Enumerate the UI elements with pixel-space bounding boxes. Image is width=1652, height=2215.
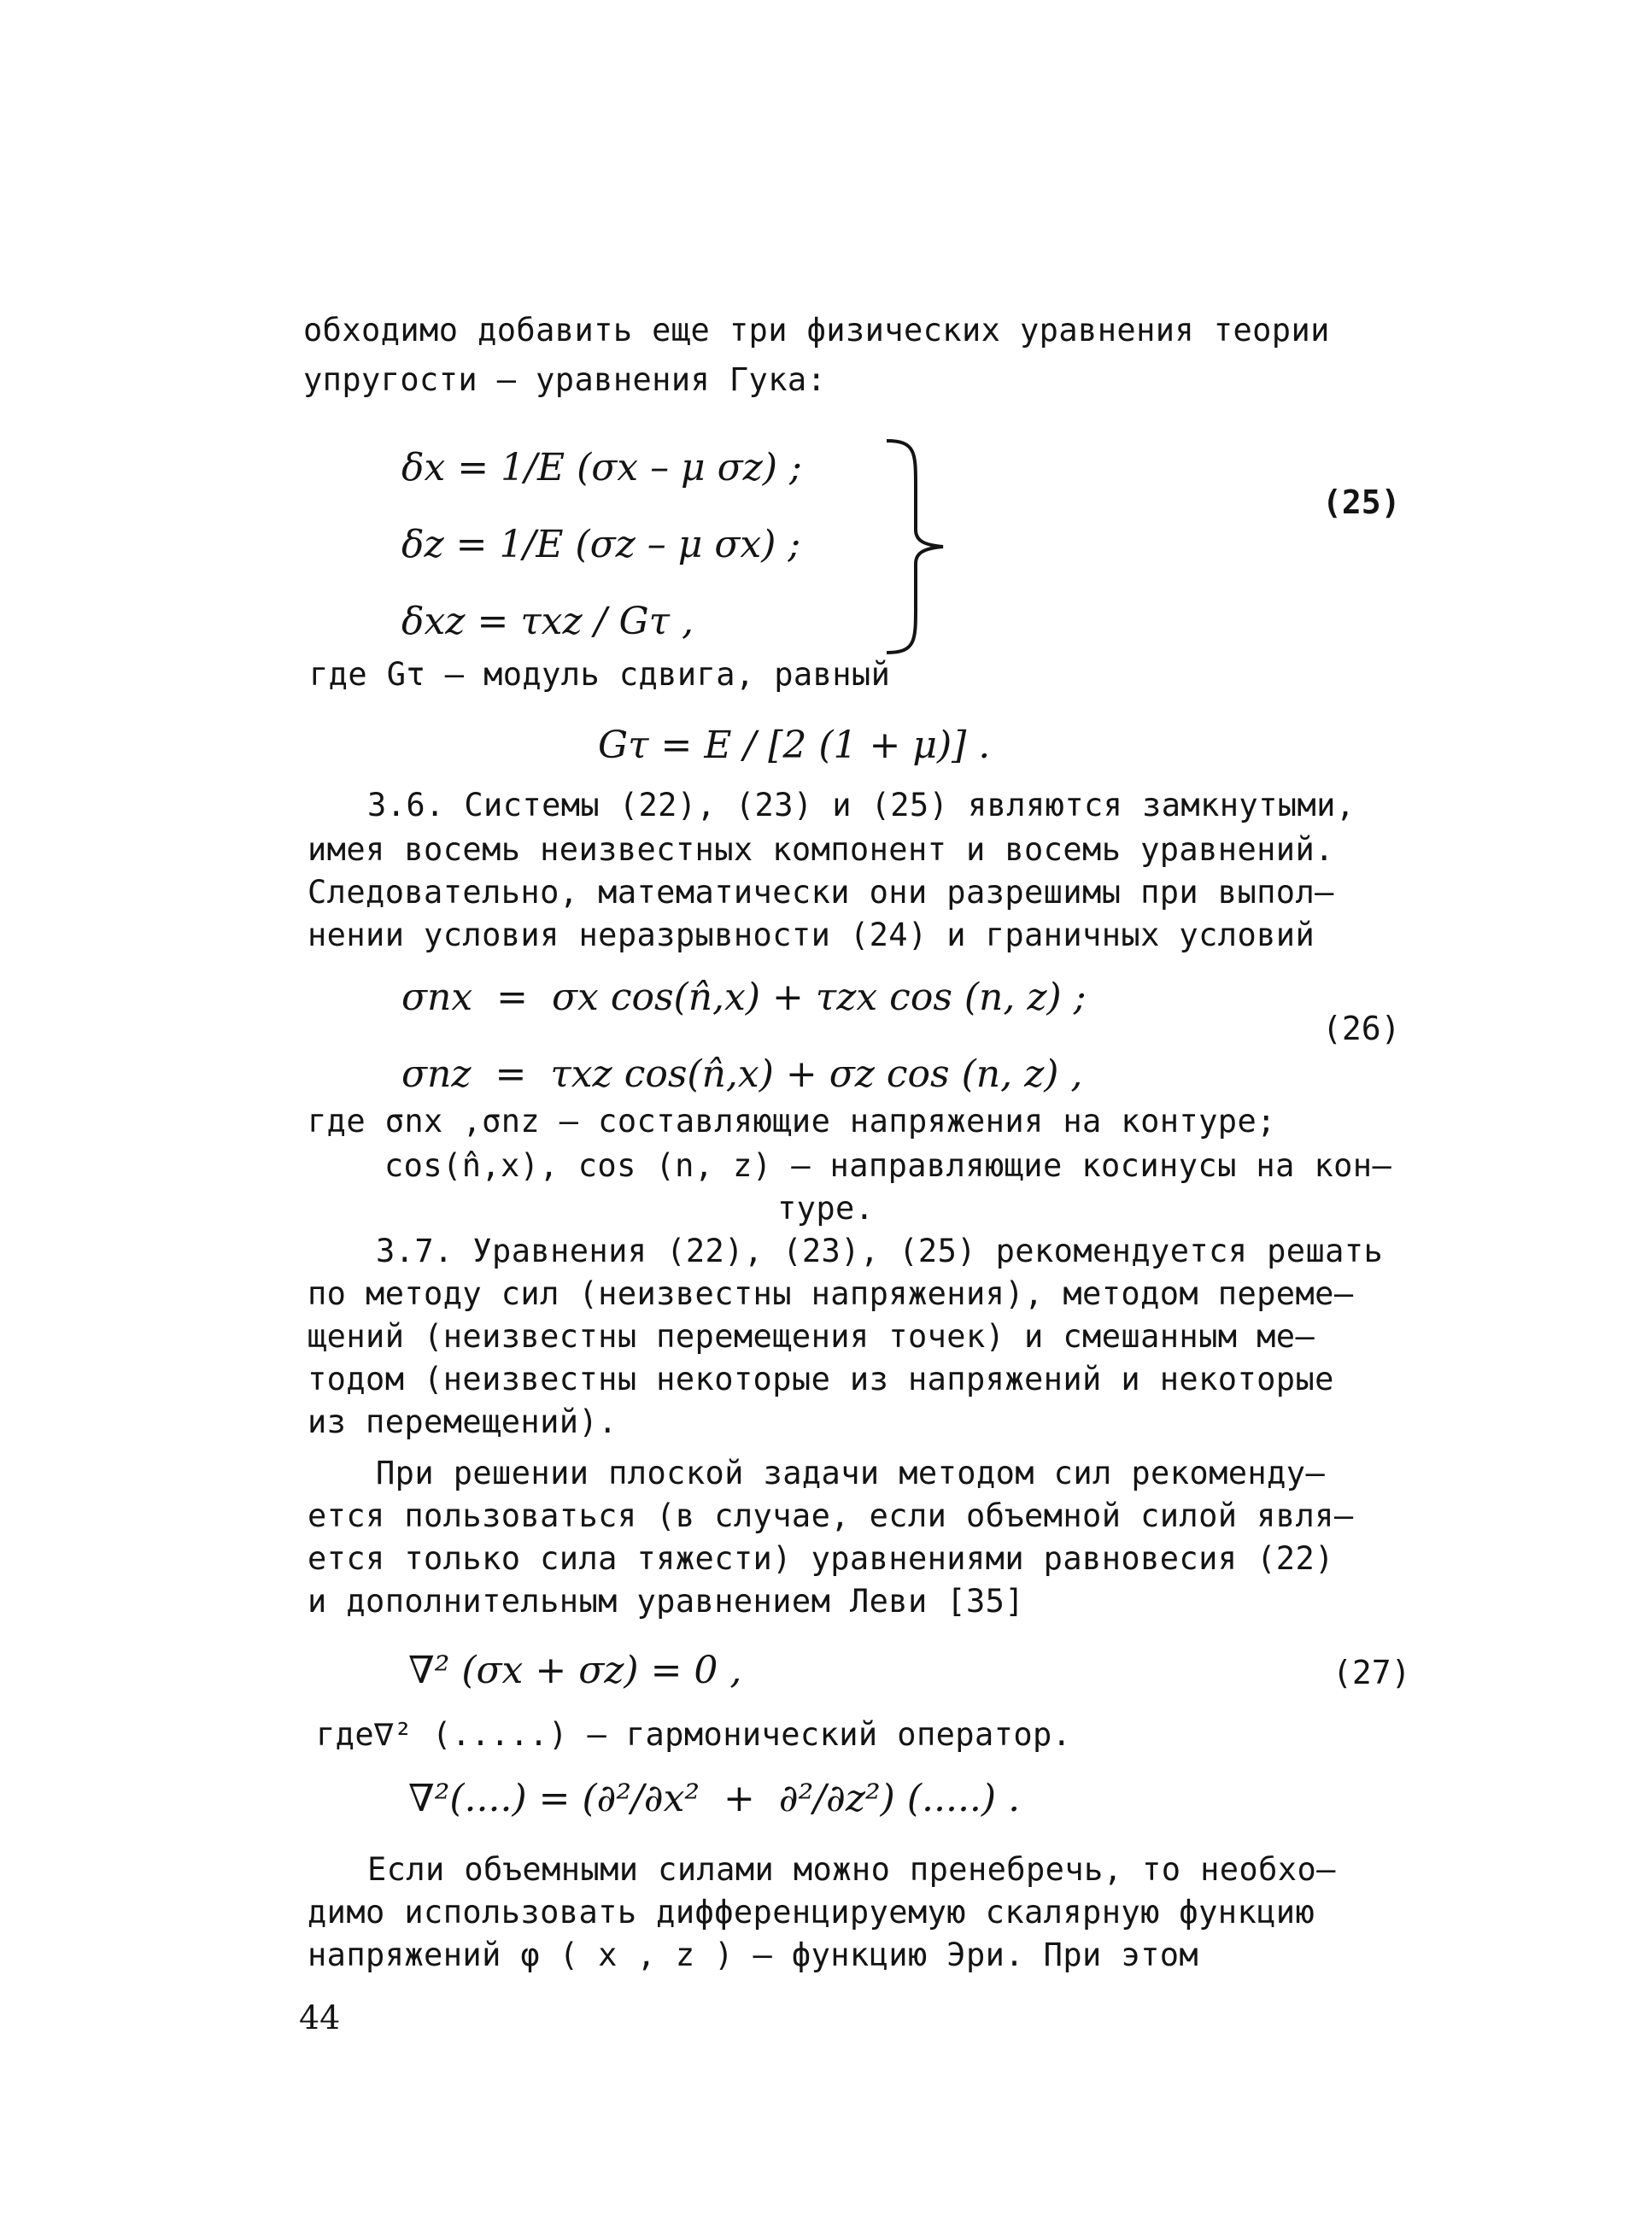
- text-line: из перемещений).: [308, 1403, 618, 1440]
- text-line: 3.6. Системы (22), (23) и (25) являются замкнутыми,: [367, 787, 1356, 823]
- text-line: по методу сил (неизвестны напряжения), методом переме–: [308, 1275, 1354, 1312]
- text-line: где Gτ – модуль сдвига, равный: [309, 656, 891, 693]
- formula-boundary-nx: σnx = σx cos(n̂,x) + τzx cos (n, z) ;: [401, 976, 1087, 1019]
- text-line: туре.: [777, 1190, 875, 1227]
- text-line: нении условия неразрывности (24) и граничных условий: [308, 917, 1315, 953]
- formula-boundary-nz: σnz = τxz cos(n̂,x) + σz cos (n, z) ,: [401, 1052, 1083, 1096]
- formula-hooke-x: δx = 1/E (σx – μ σz) ;: [401, 446, 802, 489]
- right-brace-icon: [871, 436, 948, 658]
- text-line: димо использовать дифференцируемую скалярную функцию: [308, 1894, 1315, 1931]
- text-line: При решении плоской задачи методом сил рекоменду–: [376, 1455, 1326, 1491]
- text-line: cos(n̂,x), cos (n, z) – направляющие косинусы на кон–: [384, 1147, 1392, 1184]
- equation-number-26: (26): [1322, 1010, 1401, 1047]
- formula-hooke-xz: δxz = τxz / Gτ ,: [401, 600, 694, 643]
- text-line: упругости – уравнения Гука:: [303, 361, 827, 398]
- text-line: ется пользоваться (в случае, если объемной силой явля–: [308, 1497, 1354, 1534]
- page-number: 44: [299, 1999, 341, 2036]
- text-line: ется только сила тяжести) уравнениями равновесия (22): [308, 1540, 1334, 1577]
- text-line: тодом (неизвестны некоторые из напряжений и некоторые: [308, 1361, 1334, 1398]
- text-line: Следовательно, математически они разрешимы при выпол–: [308, 874, 1334, 911]
- formula-levy: ∇² (σx + σz) = 0 ,: [408, 1649, 742, 1692]
- text-line: имея восемь неизвестных компонент и восемь уравнений.: [308, 831, 1334, 868]
- text-line: где σnx ,σnz – составляющие напряжения на контуре;: [308, 1103, 1276, 1140]
- text-line: Если объемными силами можно пренебречь, то необхо–: [367, 1851, 1336, 1888]
- formula-laplacian: ∇²(....) = (∂²/∂x² + ∂²/∂z²) (.....) .: [408, 1777, 1021, 1820]
- equation-number-25: (25): [1322, 483, 1401, 521]
- text-line: обходимо добавить еще три физических уравнения теории: [303, 312, 1330, 349]
- text-line: напряжений φ ( x , z ) – функцию Эри. При этом: [308, 1937, 1199, 1973]
- text-line: где∇² (.....) – гармонический оператор.: [316, 1716, 1072, 1753]
- text-line: щений (неизвестны перемещения точек) и смешанным ме–: [308, 1318, 1315, 1355]
- formula-hooke-z: δz = 1/E (σz – μ σx) ;: [401, 523, 801, 566]
- text-line: и дополнительным уравнением Леви [35]: [308, 1583, 1025, 1620]
- equation-number-27: (27): [1333, 1654, 1411, 1691]
- formula-shear-modulus: Gτ = E / [2 (1 + μ)] .: [598, 724, 991, 767]
- text-line: 3.7. Уравнения (22), (23), (25) рекомендуется решать: [376, 1233, 1384, 1269]
